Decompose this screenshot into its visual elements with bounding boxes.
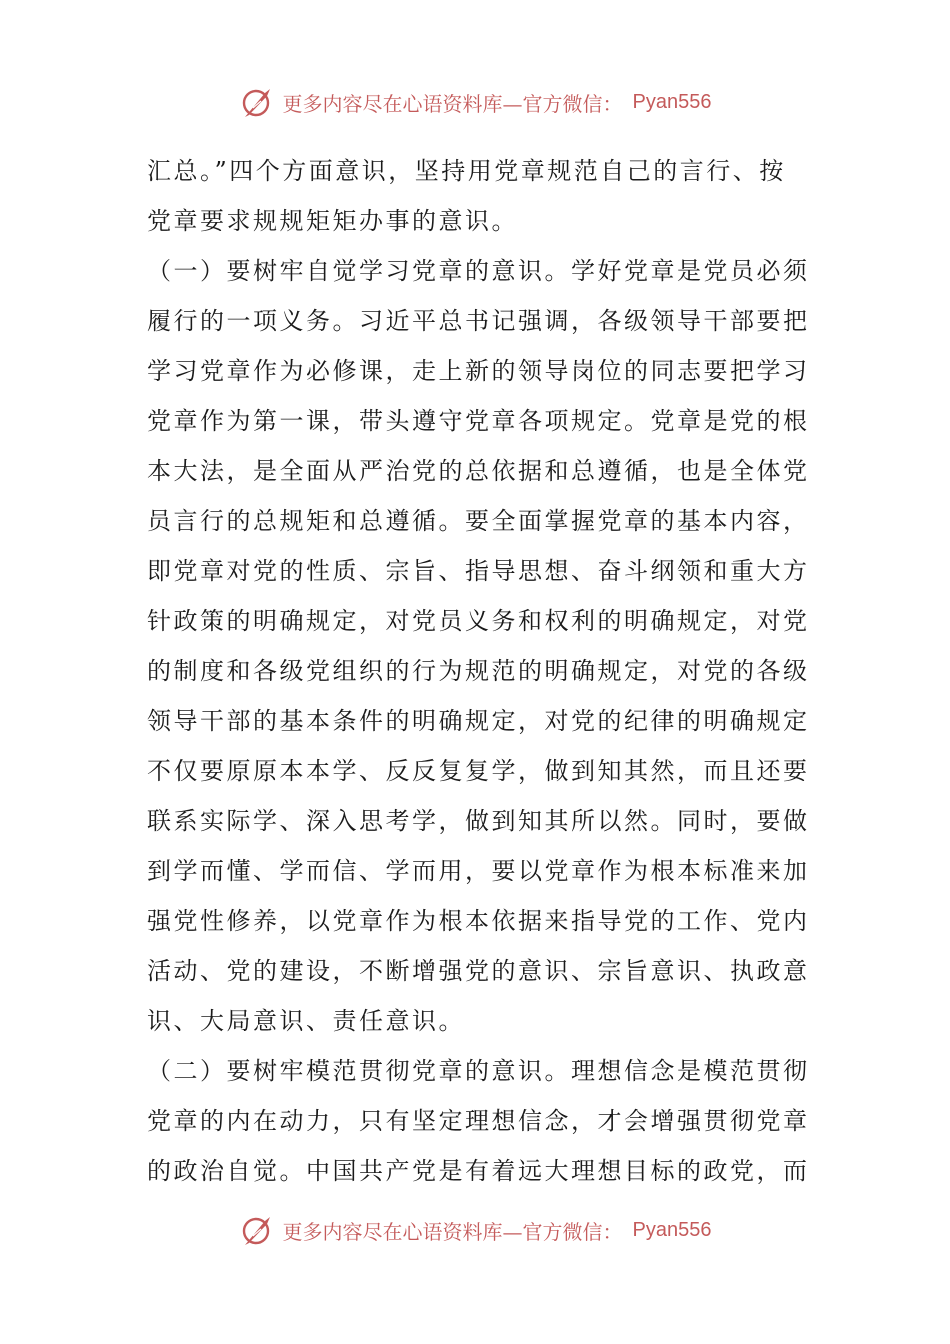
text-line: 联系实际学、深入思考学，做到知其所以然。同时，要做 — [147, 807, 810, 835]
text-line: （二）要树牢模范贯彻党章的意识。理想信念是模范贯彻 — [147, 1057, 810, 1085]
text-line: 强党性修养，以党章作为根本依据来指导党的工作、党内 — [147, 907, 810, 935]
quill-logo-icon — [239, 1212, 275, 1248]
text-line: （一）要树牢自觉学习党章的意识。学好党章是党员必须 — [147, 257, 810, 285]
text-line: 活动、党的建设，不断增强党的意识、宗旨意识、执政意 — [147, 957, 810, 985]
text-line: 学习党章作为必修课，走上新的领导岗位的同志要把学习 — [147, 357, 810, 385]
header-banner-text: 更多内容尽在心语资料库—官方微信： — [282, 91, 623, 116]
footer-wechat-id: Pyan556 — [632, 1218, 712, 1241]
text-line: 员言行的总规矩和总遵循。要全面掌握党章的基本内容， — [147, 507, 810, 535]
header-wechat-id: Pyan556 — [632, 90, 712, 113]
quill-logo-icon — [239, 84, 275, 120]
text-line: 领导干部的基本条件的明确规定，对党的纪律的明确规定 — [147, 707, 810, 735]
footer-banner-text: 更多内容尽在心语资料库—官方微信： — [282, 1219, 623, 1244]
text-line: 党章的内在动力，只有坚定理想信念，才会增强贯彻党章 — [147, 1107, 810, 1135]
footer-banner — [0, 1210, 950, 1250]
article-body — [147, 146, 810, 1196]
text-line: 汇总。”四个方面意识，坚持用党章规范自己的言行、按 — [147, 157, 786, 185]
text-line: 到学而懂、学而信、学而用，要以党章作为根本标准来加 — [147, 857, 810, 885]
text-line: 识、大局意识、责任意识。 — [147, 1007, 465, 1035]
text-line: 不仅要原原本本学、反反复复学，做到知其然，而且还要 — [147, 757, 810, 785]
text-line: 的政治自觉。中国共产党是有着远大理想目标的政党，而 — [147, 1157, 810, 1185]
text-line: 党章作为第一课，带头遵守党章各项规定。党章是党的根 — [147, 407, 810, 435]
text-line: 针政策的明确规定，对党员义务和权利的明确规定，对党 — [147, 607, 810, 635]
text-line: 履行的一项义务。习近平总书记强调，各级领导干部要把 — [147, 307, 810, 335]
text-line: 党章要求规规矩矩办事的意识。 — [147, 207, 518, 235]
text-line: 的制度和各级党组织的行为规范的明确规定，对党的各级 — [147, 657, 810, 685]
text-line: 即党章对党的性质、宗旨、指导思想、奋斗纲领和重大方 — [147, 557, 810, 585]
header-banner — [0, 82, 950, 122]
text-line: 本大法，是全面从严治党的总依据和总遵循，也是全体党 — [147, 457, 810, 485]
